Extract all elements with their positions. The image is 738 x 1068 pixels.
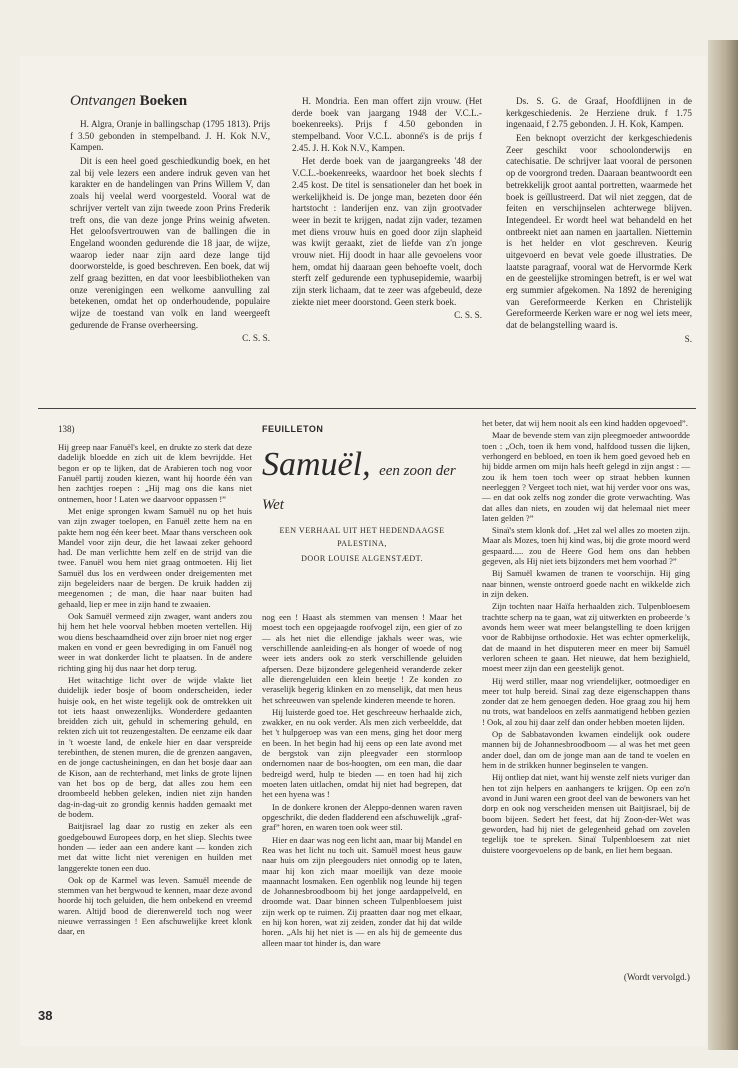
books-paragraph: Een beknopt overzicht der kerkgeschiedenis Zeer geschikt voor schoolonderwijs en catechisatie. De schrijver laat vooral de personen op de voorgrond treden. Daaraan beantwoordt een betrekkelijk groot aantal portretten, waarmede het boek is geïllustreerd. Dat wil niet zeggen, dat de feiten en verschijnselen achterwege blijven. Integendeel. Er wordt heel wat behandeld en het ontbreekt niet aan namen en jaartallen. Niettemin is het helder en vlot geschreven. Keurig uitgevoerd en bevat vele goede illustraties. De laatste paragraaf, vooral wat de Hervormde Kerk en de geestelijke stromingen betreft, is er wel wat erg summier afgekomen. Na 1892 de hereniging van Gereformeerde Kerken en Christelijk Gereformeerde Kerken ware er nog wel iets meer, dat de belangstelling waard is. bbox=[506, 133, 692, 331]
story-paragraph: Sinaï's stem klonk dof. „Het zal wel alles zo moeten zijn. Maar als Mozes, toen hij kind was, bij die grote moord werd gespaard..... zou de Heere God hem ons dan hebben gegeven, als Hij niet iets bijzonders met hem voorhad ?” bbox=[482, 525, 690, 567]
story-subtitle-1: EEN VERHAAL UIT HET HEDENDAAGSE bbox=[279, 526, 445, 535]
magazine-page bbox=[20, 56, 706, 1046]
story-subtitle-2: PALESTINA, bbox=[337, 539, 387, 548]
to-be-continued: (Wordt vervolgd.) bbox=[623, 972, 690, 982]
feuilleton-label: FEUILLETON bbox=[262, 424, 324, 434]
story-paragraph: Hier en daar was nog een licht aan, maar bij Mandel en Rea was het licht nu toch uit. Samuël moest heus gauw naar huis om zijn pleegouders niet onnodig op te laten, maar hij kon zich maar moeilijk van deze mooie maannacht losmaken. Een ogenblik nog leunde hij tegen de Johannesbroodboom bij het jonge aardappelveld, en droomde wat. Daar binnen scheen Tulpenbloesem juist zijn werk op te ruimen. Zij praatten daar nog met elkaar, en hij kon horen, wat zij zeiden, zonder dat hij dat wilde horen. „Als hij het niet is — en als hij de gemeente dus alleen maar tot hinder is, dan ware bbox=[262, 834, 462, 948]
story-title-main: Samuël, bbox=[262, 446, 371, 483]
page-number-top: 138) bbox=[58, 424, 75, 434]
books-heading bbox=[70, 92, 270, 111]
story-paragraph: Hij ontliep dat niet, want hij wenste zelf niets vuriger dan hen tot zijn helpers en aanhangers te krijgen. Op een zo'n avond in Juni waren een groot deel van de bewoners van het dorp en ook nog verscheiden mensen uit Baitjisrael, bij de boom bijeen. Sedert het feest, dat hij Zoon-der-Wet was geworden, had hij niet de gelegenheid gehad om zovelen tegelijk toe te spreken. Sinaï Tulpenbloesem zat niet duistere voorgevoelens op de bank, en liet hem begaan. bbox=[482, 772, 690, 855]
story-paragraph: Ook Samuël vermeed zijn zwager, want anders zou hij hem het hele voorval hebben moeten vertellen. Hij wou diens beschaamdheid over zijn broer niet nog erger maken en vond er geen bevrediging in om Fanuël nog weer in wat donkerder licht te plaatsen. In de andere richting ging hij dus naar het dorp terug. bbox=[58, 611, 252, 673]
books-heading-bold: Boeken bbox=[139, 93, 188, 109]
feuilleton-column-3 bbox=[482, 418, 690, 857]
books-signature: S. bbox=[684, 333, 692, 344]
story-title bbox=[262, 448, 462, 516]
books-column-2 bbox=[292, 96, 482, 324]
story-paragraph: Zijn tochten naar Haïfa herhaalden zich. Tulpenbloesem trachtte scherp na te gaan, wat zij uitwerkten en probeerde 's avonds hem weer wat meer belangstelling te doen krijgen voor de Rabbijnse orthodoxie. Het was echter opmerkelijk, dat de maand in het disputeren meer en meer bij Samuël verloren scheen te gaan. Het nieuwe, dat hem bezighield, moest meer zijn dan een geestelijk genot. bbox=[482, 601, 690, 674]
story-paragraph: nog een ! Haast als stemmen van mensen ! Maar het moest toch een opgejaagde roofvogel zijn, een gier of zo — als het niet die ellendige jakhals weer was, wie verschillende aanleiding-en als honger of woede of nog weer iets anders ook zo sterk verschillende geluiden afpersen. Deze bijzondere gelegenheid veranderde zeker alle dierengeluiden een klein beetje ! Ze konden zo veraselijk begerig klinken en zo menselijk, dat men heus het schreeuwen van spelende kinderen meende te horen. bbox=[262, 612, 462, 705]
story-author: DOOR LOUISE ALGENSTÆDT. bbox=[301, 554, 423, 563]
books-signature: C. S. S. bbox=[242, 333, 270, 344]
books-paragraph: Dit is een heel goed geschiedkundig boek, en het zal bij vele lezers een andere indruk geven van het karakter en de handelingen van Prins Willem V, dan zoals hij veelal werd voorgesteld. Vooral wat de schrijver vertelt van zijn tweede zoon Prins Frederik treft ons, die van deze jonge Prins weinig afweten. Het geloofsvertrouwen van de ballingen die in Engeland woonden gedurende die 18 jaar, de wijze, waarop ieder naar zijn aard deze lange tijd doorworstelde, is goed beschreven. Een boek, dat wij zelf graag bezitten, en dat voor leesbibliotheken van onze verenigingen een welkome aanvulling zal betekenen, omdat het op onderhoudende, populaire wijze de toestand van volk en land weergeeft gedurende de Franse overheersing. bbox=[70, 156, 270, 330]
book-binding bbox=[708, 40, 738, 1050]
books-signature: C. S. S. bbox=[454, 310, 482, 321]
story-paragraph: Met enige sprongen kwam Samuël nu op het huis van zijn zwager toelopen, en Fanuël zette hem na en pakte hem nog één keer beet. Maar thans verscheen ook Mandel voor zijn deur, die het lawaai zeker gehoord had. De man verlichtte hem zelf en de strijd van die twee. Fanuël wou hem niet graag ontmoeten. Hij liet Samuël dus los en verdween onder dreigementen met zijn begeleiders naar de bergen. De kruik hadden zij meegenomen ; de man, die haar naar buiten had gehaald, liep er mee in zijn hand te zwaaien. bbox=[58, 505, 252, 609]
story-paragraph: Maar de bevende stem van zijn pleegmoeder antwoordde toen : „Och, toen ik hem vond, halfdood tussen die lijken, verhongerd en bebloed, en toen ik hem goed gevoed heb en hij bidde armen om mijn hals heeft gelegd in zijn angst : — zou ik hem toen toch weer op straat hebben kunnen neerleggen ? Vergeet toch niet, wat hij verder voor ons was, — en dat ook zelfs nog zonder die grote verwachting. Was dat alles dan niets, en zouden wij dat helemaal niet meer laten gelden ?” bbox=[482, 430, 690, 523]
story-paragraph: het beter, dat wij hem nooit als een kind hadden opgevoed”. bbox=[482, 418, 688, 428]
story-paragraph: Baitjisrael lag daar zo rustig en zeker als een goedgebouwd Europees dorp, en het sliep. Slechts twee honden — ieder aan een andere kant — konden zich met dat witte licht niet verenigen en huilden met langgerekte tonen een duo. bbox=[58, 821, 252, 873]
story-paragraph: Bij Samuël kwamen de tranen te voorschijn. Hij ging naar binnen, wenste ontroerd goede nacht en wikkelde zich in zijn deken. bbox=[482, 568, 690, 599]
books-paragraph: H. Mondria. Een man offert zijn vrouw. (Het derde boek van jaargang 1948 der V.C.L.-boekenreeks). Prijs f 4.50 gebonden in stempelband. Voor V.C.L. abonné's is de prijs f 2.45. J. H. Kok N.V., Kampen. bbox=[292, 96, 482, 153]
books-column-1 bbox=[70, 92, 270, 347]
story-paragraph: Hij luisterde goed toe. Het geschreeuw herhaalde zich, zwakker, en nu ook verder. Als men zich verbeeldde, dat het 't hulpgeroep was van een mens, ging het door merg en been. In het begin had hij eens op een late avond met de bergstok van zijn pleegvader een stormloop ondernomen naar de bos-hoogten, om een man, die daar bedreigd werd, hulp te bieden — en toen had hij zich moeten laten uitlachen, omdat hij niet had begrepen, dat het een hyena was ! bbox=[262, 706, 462, 800]
books-paragraph: Het derde boek van de jaargangreeks '48 der V.C.L.-boekenreeks, waardoor het boek slechts f 2.45 kost. De titel is sensationeler dan het boek in werkelijkheid is. De jonge man, bezeten door één hartstocht : landerijen enz. van zijn grootvader weer in bezit te krijgen, nadat zijn vader, tezamen met diens vrouw huis en goed door zijn slapheid was kwijt geraakt, ziet de liefde van z'n jonge vrouw niet. Hij doodt in haar alle gevoelens voor hem, omdat hij daaraan geen behoefte voelt, doch sterft zelf gedurende een typhusepidemie, waarbij zijn sterk lichaam, dat te zeer was afgebeuld, deze ziekte niet meer doorstond. Geen sterk boek. bbox=[292, 156, 482, 307]
story-paragraph: Hij greep naar Fanuël's keel, en drukte zo sterk dat deze dadelijk bloedde en zich uit de klem bevrijdde. Het begon er op te lijken, dat de Arabieren toch nog voor Fanuël partij zouden kiezen, want hij hoorde één van hen zachtjes roepen : „Hij mag ons die kans niet ontnemen, hoor ! Laten we daarvoor oppassen !” bbox=[58, 442, 252, 504]
books-column-3 bbox=[506, 96, 692, 347]
story-paragraph: Op de Sabbatavonden kwamen eindelijk ook oudere mannen bij de Johannesbroodboom — al was het met geen ander doel, dan om de jonge man aan de tand te voelen en hem in de strikken hunner beginselen te vangen. bbox=[482, 729, 690, 770]
story-paragraph: In de donkere kronen der Aleppo-dennen waren raven opgeschrikt, die deden fladderend een afschuwelijk „graf-graf” horen, en waren toen ook weer stil. bbox=[262, 801, 462, 833]
story-paragraph: Ook op de Karmel was leven. Samuël meende de stemmen van het bergwoud te kennen, maar deze avond hoorde hij toch geluiden, die hem onbekend en vreemd waren. Altijd bood de dierenwereld toch nog weer nieuwe verrassingen ! Een afschuwelijke kreet klonk daar, en bbox=[58, 874, 252, 937]
story-title-block bbox=[262, 448, 462, 563]
story-paragraph: Hij werd stiller, maar nog vriendelijker, ootmoediger en meer tot hulp bereid. Sinaï zag deze eigenschappen thans zonder dat ze hem genoegen deden. Hoe graag zou hij hem nu trots, wat bandeloos en zelfs aanmatigend hebben gezien ! Ook, al zou hij daar zelf dan onder hebben moeten lijden. bbox=[482, 675, 690, 727]
page-number-bottom: 38 bbox=[38, 1008, 53, 1023]
section-divider bbox=[38, 408, 696, 409]
story-paragraph: Het witachtige licht over de wijde vlakte liet duidelijk ieder bosje of boom onderscheiden, ieder huisje ook, en het wiste tegelijk ook de omtrekken uit tot iets haast onwezenlijks. Wonderdere gedaanten breidden zich uit, gehuld in schemering gehuld, en rekten zich uit tot reuzengestalten. De eenzame eik daar in 't woeste land, de enkele hier en daar verspreide terebinthen, de stenen muren, die de grenzen aangaven, en de jonge cactusheiningen, en dan het bosje daar aan de Kison, aan de rechterhand, met links de grote lijnen van het bos op de berg, dat alles zou hem een droombeeld hebben geleken, indien niet zijn handen dag-in-dag-uit zo grondig kennis hadden gemaakt met de bodem. bbox=[58, 674, 252, 819]
feuilleton-column-1 bbox=[58, 442, 252, 939]
story-title-sub: een zoon der Wet bbox=[262, 463, 456, 513]
feuilleton-column-2 bbox=[262, 612, 462, 950]
books-paragraph: H. Algra, Oranje in ballingschap (1795 1813). Prijs f 3.50 gebonden in stempelband. J. H. Kok N.V., Kampen. bbox=[70, 119, 270, 153]
books-paragraph: Ds. S. G. de Graaf, Hoofdlijnen in de kerkgeschiedenis. 2e Herziene druk. f 1.75 ingenaaid, f 2.75 gebonden. J. H. Kok, Kampen. bbox=[506, 96, 692, 130]
books-heading-italic: Ontvangen bbox=[70, 93, 136, 109]
